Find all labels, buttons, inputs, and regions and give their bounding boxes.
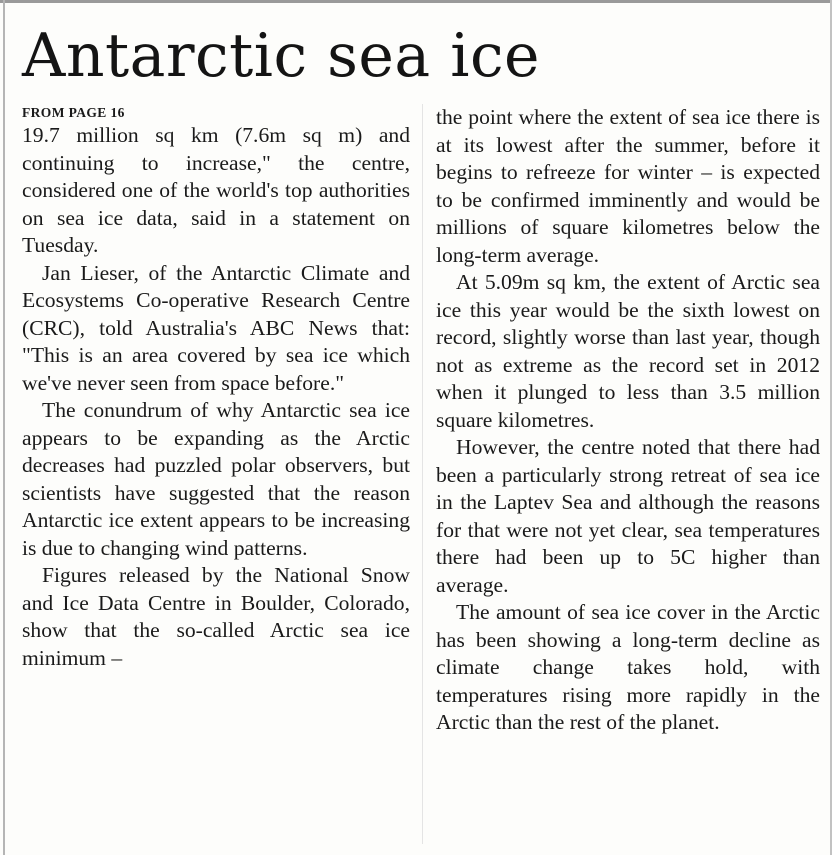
paragraph: 19.7 million sq km (7.6m sq m) and continuing to increase," the centre, considered one of the world's top authorities on sea ice data, said in a statement on Tuesday. (22, 123, 410, 257)
paragraph: The amount of sea ice cover in the Arctic has been showing a long-term decline as climate change takes hold, with temperatures rising more rapidly in the Arctic than the rest of the planet. (436, 600, 820, 734)
paragraph: At 5.09m sq km, the extent of Arctic sea ice this year would be the sixth lowest on record, slightly worse than last year, though not as extreme as the record set in 2012 when it plunged to less than 3.5 million square kilometres. (436, 270, 820, 432)
paragraph: The conundrum of why Antarctic sea ice appears to be expanding as the Arctic decreases had puzzled polar observers, but scientists have suggested that the reason Antarctic ice extent appears to be increasing is due to changing wind patterns. (22, 398, 410, 560)
left-column (22, 104, 410, 672)
paragraph: the point where the extent of sea ice there is at its lowest after the summer, before it begins to refreeze for winter – is expected to be confirmed imminently and would be millions of square kilometres below the long-term average. (436, 105, 820, 267)
top-border-rule (0, 0, 832, 3)
paragraph: Jan Lieser, of the Antarctic Climate and Ecosystems Co-operative Research Centre (CRC), told Australia's ABC News that: "This is an area covered by sea ice which we've never seen from space before." (22, 260, 410, 395)
column-divider (422, 104, 423, 844)
continuation-kicker: FROM PAGE 16 (22, 105, 125, 120)
right-column (436, 104, 820, 737)
paragraph: Figures released by the National Snow and Ice Data Centre in Boulder, Colorado, show that the so-called Arctic sea ice minimum – (22, 563, 410, 670)
paragraph: However, the centre noted that there had been a particularly strong retreat of sea ice in the Laptev Sea and although the reasons for that were not yet clear, sea temperatures there had been up to 5C higher than average. (436, 435, 820, 597)
left-border-rule (3, 0, 5, 855)
headline: Antarctic sea ice (22, 21, 541, 91)
